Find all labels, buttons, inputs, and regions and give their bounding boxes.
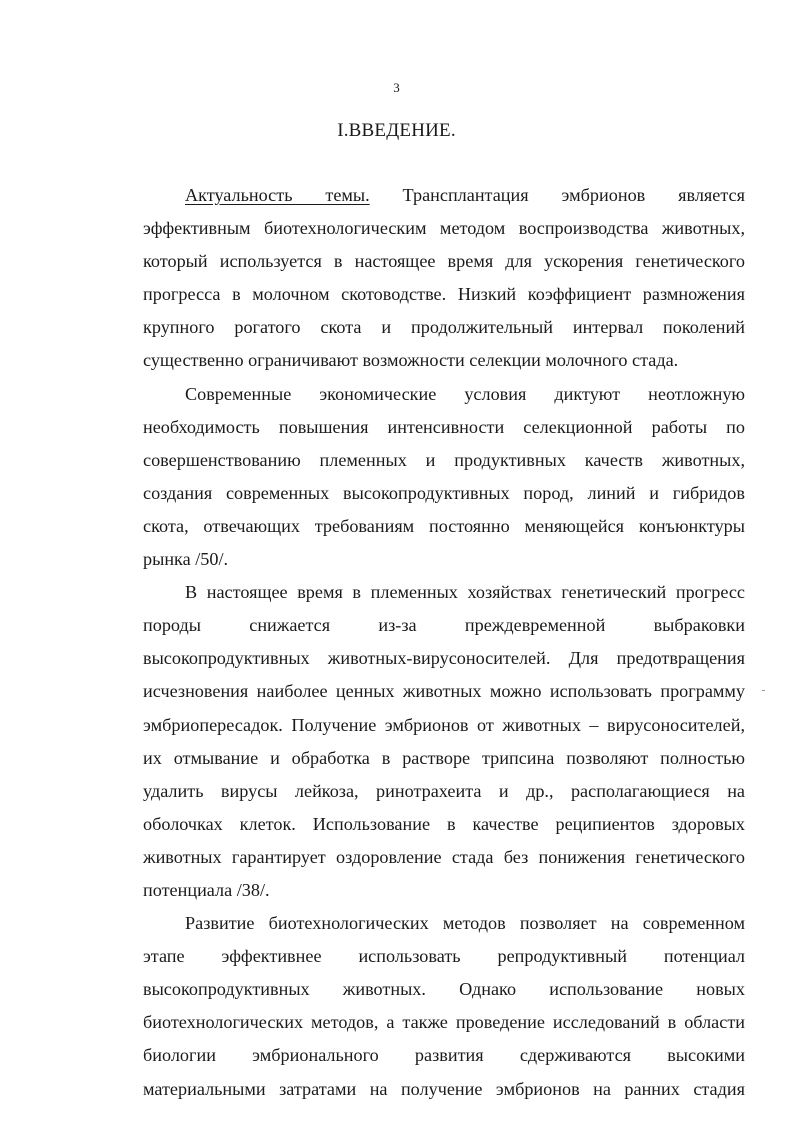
section-heading: I.ВВЕДЕНИЕ. [337,120,456,141]
text-line [143,940,745,973]
text-line [143,907,745,940]
text-line [143,179,745,212]
line-text: прогресса в молочном скотоводстве. Низкий коэффициент размножения [143,284,745,305]
text-line [143,212,745,245]
text-line [143,841,745,874]
text-line [143,311,745,344]
line-text: рынка /50/. [143,549,229,570]
line-text: Современные экономические условия диктуют неотложную [185,383,745,404]
line-text: материальными затратами на получение эмбрионов на ранних стадия [143,1078,745,1099]
text-line [143,444,745,477]
text-line [143,973,745,1006]
text-line [143,543,745,576]
line-text: совершенствованию племенных и продуктивных качеств животных, [143,449,745,470]
paragraph [143,907,745,1106]
line-text: оболочках клеток. Использование в качестве реципиентов здоровых [143,813,745,834]
text-line [143,642,745,675]
line-text: необходимость повышения интенсивности селекционной работы по [143,416,745,437]
text-line [143,675,745,708]
text-line [143,609,745,642]
line-text: Развитие биотехнологических методов позволяет на современном [185,913,745,934]
text-line [143,411,745,444]
line-text: их отмывание и обработка в растворе трипсина позволяют полностью [143,747,745,768]
line-text: породы снижается из-за преждевременной выбраковки [143,615,745,636]
line-text: В настоящее время в племенных хозяйствах генетический прогресс [185,582,745,603]
paragraph [143,576,745,907]
text-line [143,278,745,311]
text-line [143,1039,745,1072]
line-text: создания современных высокопродуктивных пород, линий и гибридов [143,482,745,503]
line-text: потенциала /38/. [143,879,270,900]
line-text: исчезновения наиболее ценных животных можно использовать программу [143,681,745,702]
page-number: 3 [393,80,400,95]
text-line [143,874,745,907]
text-line [143,808,745,841]
line-text: удалить вирусы лейкоза, ринотрахеита и др., располагающиеся на [143,780,745,801]
line-text: существенно ограничивают возможности селекции молочного стада. [143,350,679,371]
text-line [143,344,745,377]
text-line [143,742,745,775]
line-text: животных гарантирует оздоровление стада без понижения генетического [143,846,745,867]
text-line [143,378,745,411]
line-text: биотехнологических методов, а также проведение исследований в области [143,1012,745,1033]
scan-edge-mark [762,690,765,691]
line-text: который используется в настоящее время для ускорения генетического [143,251,745,272]
text-line [143,245,745,278]
text-line [143,775,745,808]
paragraph [143,378,745,577]
line-text: эмбриопересадок. Получение эмбрионов от животных – вирусоносителей, [143,714,745,735]
text-line [143,709,745,742]
underlined-lead: Актуальность темы. [185,185,370,205]
line-text: эффективным биотехнологическим методом воспроизводства животных, [143,218,745,239]
line-text: биологии эмбрионального развития сдерживаются высокими [143,1045,745,1066]
text-line [143,510,745,543]
line-text: скота, отвечающих требованиям постоянно меняющейся конъюнктуры [143,515,745,536]
text-line [143,1073,745,1106]
text-line [143,477,745,510]
text-line [143,576,745,609]
line-text: высокопродуктивных животных-вирусоносителей. Для предотвращения [143,648,745,669]
line-text: высокопродуктивных животных. Однако использование новых [143,979,745,1000]
body-text [143,179,745,1106]
text-line [143,1006,745,1039]
line-text: Трансплантация эмбрионов является [369,185,745,205]
line-text: крупного рогатого скота и продолжительный интервал поколений [143,317,745,338]
paragraph [143,179,745,378]
line-text: этапе эффективнее использовать репродуктивный потенциал [143,946,745,967]
